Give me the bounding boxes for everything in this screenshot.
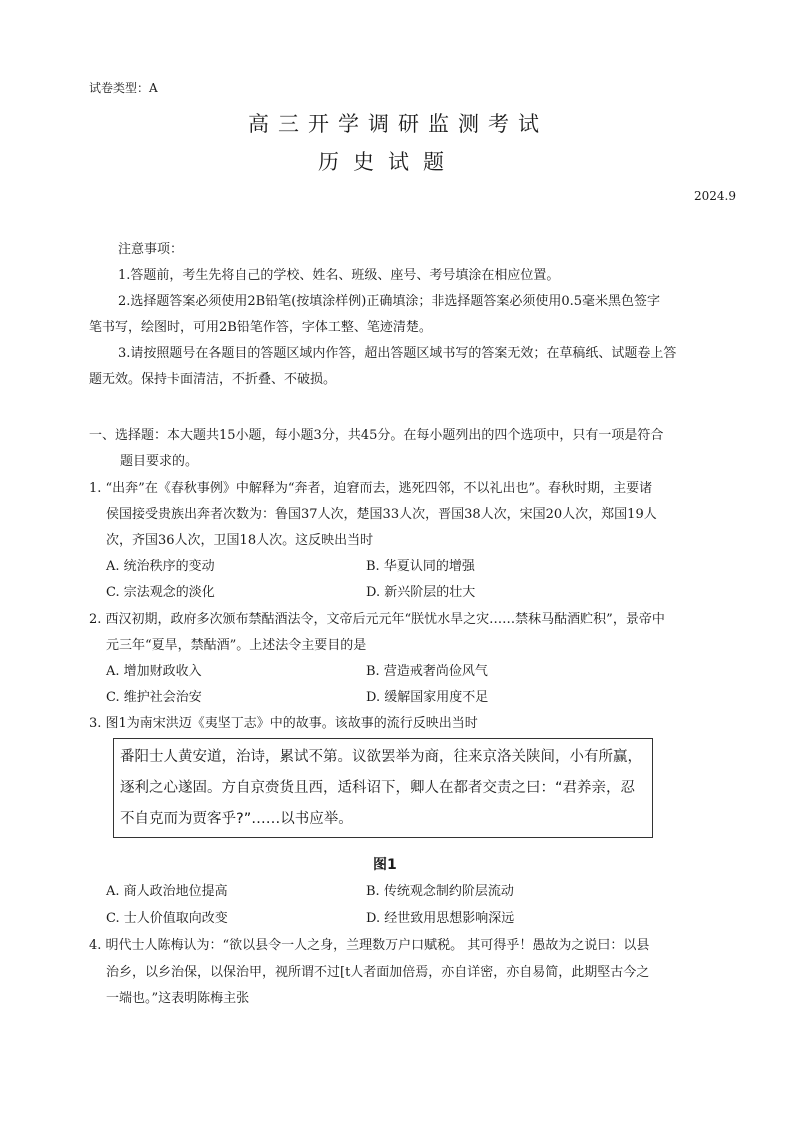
q2-option-b: B. 营造戒奢尚俭风气	[366, 664, 488, 679]
q3-figure-label: 图1	[373, 857, 397, 873]
q3-option-c: C. 士人价值取向改变	[106, 911, 228, 926]
q3-stem-line-1: 3. 图1为南宋洪迈《夷坚丁志》中的故事。该故事的流行反映出当时	[89, 716, 478, 731]
q1-option-c: C. 宗法观念的淡化	[106, 585, 215, 600]
paper-type: 试卷类型：A	[89, 81, 158, 95]
q2-option-c: C. 维护社会治安	[106, 690, 202, 705]
q3-option-d: D. 经世致用思想影响深远	[366, 911, 515, 926]
notice-item-1: 1.答题前，考生先将自己的学校、姓名、班级、座号、考号填涂在相应位置。	[118, 268, 560, 283]
q3-option-a: A. 商人政治地位提高	[106, 884, 228, 899]
q1-option-b: B. 华夏认同的增强	[366, 559, 475, 574]
q2-stem-line-2: 元三年“夏旱，禁酤酒”。上述法令主要目的是	[106, 638, 367, 653]
notice-item-3-line-2: 题无效。保持卡面清洁，不折叠、不破损。	[89, 372, 337, 387]
q1-stem-line-2: 侯国接受贵族出奔者次数为：鲁国37人次，楚国33人次，晋国38人次，宋国20人次，郑国19人	[106, 507, 657, 522]
notice-heading: 注意事项：	[118, 242, 184, 257]
notice-item-2-line-1: 2.选择题答案必须使用2B铅笔(按填涂样例)正确填涂；非选择题答案必须使用0.5毫米黑色签字	[118, 294, 661, 309]
q4-stem-line-2: 治乡，以乡治保，以保治甲，视所谓不过[t人者面加倍焉，亦自详密，亦自易简，此期堅古今之	[106, 965, 650, 980]
q3-source-box	[113, 738, 653, 838]
q1-option-d: D. 新兴阶层的壮大	[366, 585, 476, 600]
q3-box-line-3: 不自克而为贾客乎?”……以书应举。	[120, 811, 353, 827]
q1-stem-line-1: 1. “出奔”在《春秋事例》中解释为“奔者，迫窘而去，逃死四邻，不以礼出也”。春秋时期，主要诸	[89, 481, 653, 496]
q3-option-b: B. 传统观念制约阶层流动	[366, 884, 514, 899]
q2-stem-line-1: 2. 西汉初期，政府多次颁布禁酤酒法令，文帝后元元年“朕忧水旱之灾……禁秣马酤酒贮积”，景帝中	[89, 612, 665, 627]
exam-date: 2024.9	[694, 189, 736, 203]
exam-title: 高三开学调研监测考试	[248, 112, 548, 136]
notice-item-2-line-2: 笔书写，绘图时，可用2B铅笔作答，字体工整、笔迹清楚。	[89, 320, 432, 335]
q3-box-line-2: 逐利之心遂固。方自京赍货且西，适科诏下，卿人在都者交责之曰：“君养亲，忍	[120, 780, 636, 796]
q1-stem-line-3: 次，齐国36人次，卫国18人次。这反映出当时	[106, 533, 374, 548]
q2-option-a: A. 增加财政收入	[106, 664, 202, 679]
exam-subtitle: 历史试题	[318, 150, 458, 174]
notice-item-3-line-1: 3.请按照题号在各题目的答题区域内作答，超出答题区域书写的答案无效；在草稿纸、试题卷上答	[118, 346, 677, 361]
q4-stem-line-1: 4. 明代士人陈梅认为：“欲以县令一人之身，兰理数万户口赋税。 其可得乎！愚故为之说曰：以县	[89, 938, 650, 953]
q3-box-line-1: 番阳士人黄安道，治诗，累试不第。议欲罢举为商，往来京洛关陕间，小有所赢，	[120, 749, 642, 765]
section-line-1: 一、选择题：本大题共15小题，每小题3分，共45分。在每小题列出的四个选项中，只有一项是符合	[89, 428, 664, 443]
q2-option-d: D. 缓解国家用度不足	[366, 690, 489, 705]
q4-stem-line-3: 一端也。”这表明陈梅主张	[106, 991, 250, 1006]
q1-option-a: A. 统治秩序的变动	[106, 559, 215, 574]
section-line-2: 题目要求的。	[120, 454, 199, 469]
